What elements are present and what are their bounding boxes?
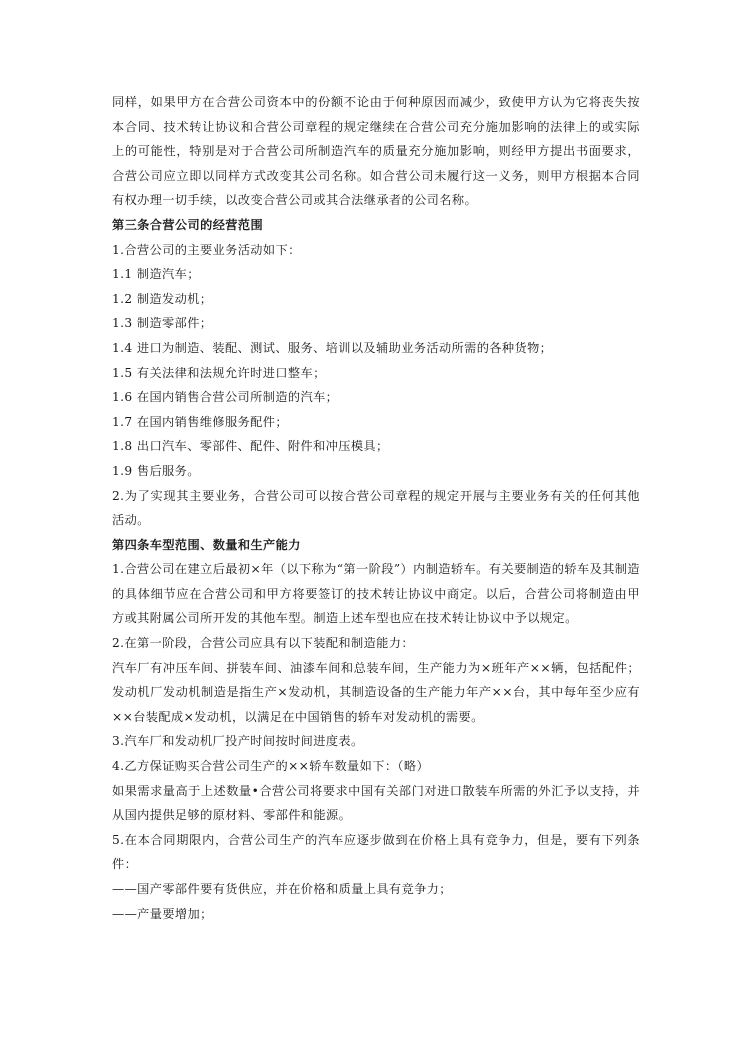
article-4-line: ——产量要增加； — [112, 906, 213, 921]
article-3-line: 2.为了实现其主要业务，合营公司可以按合营公司章程的规定开展与主要业务有关的任何其他活动。 — [112, 488, 640, 528]
article-4-line: 4.乙方保证购买合营公司生产的××轿车数量如下：（略） — [112, 759, 430, 774]
article-3-line: 1.8 出口汽车、零部件、配件、附件和冲压模具； — [112, 439, 389, 454]
article-3-line: 1.5 有关法律和法规允许时进口整车； — [112, 365, 326, 380]
article-3-line: 1.2 制造发动机； — [112, 291, 213, 306]
article-4-line: 3.汽车厂和发动机厂投产时间按时间进度表。 — [112, 734, 364, 749]
article-4-line: 汽车厂有冲压车间、拼装车间、油漆车间和总装车间，生产能力为×班年产××辆，包括配件；发动机厂发动机制造是指生产×发动机，其制造设备的生产能力年产××台，其中每年至少应有××台装配成×发动机，以满足在中国销售的轿车对发动机的需要。 — [112, 660, 640, 724]
article-4-line: 如果需求量高于上述数量•合营公司将要求中国有关部门对进口散装车所需的外汇予以支持，并从国内提供足够的原材料、零部件和能源。 — [112, 783, 640, 823]
article-4-heading: 第四条车型范围、数量和生产能力 — [112, 537, 301, 552]
article-3-line: 1.4 进口为制造、装配、测试、服务、培训以及辅助业务活动所需的各种货物； — [112, 340, 553, 355]
article-3-heading: 第三条合营公司的经营范围 — [112, 217, 264, 232]
article-3-line: 1.7 在国内销售维修服务配件； — [112, 414, 288, 429]
article-3-line: 1.6 在国内销售合营公司所制造的汽车； — [112, 390, 339, 405]
article-3-line: 1.3 制造零部件； — [112, 316, 213, 331]
article-4-line: 2.在第一阶段，合营公司应具有以下装配和制造能力： — [112, 636, 414, 651]
document-body — [112, 90, 640, 926]
article-4-line: 5.在本合同期限内，合营公司生产的汽车应逐步做到在价格上具有竞争力，但是，要有下列条件： — [112, 832, 640, 872]
intro-paragraph: 同样，如果甲方在合营公司资本中的份额不论由于何种原因而减少，致使甲方认为它将丧失按本合同、技术转让协议和合营公司章程的规定继续在合营公司充分施加影响的法律上的或实际上的可能性，特别是对于合营公司所制造汽车的质量充分施加影响，则经甲方提出书面要求，合营公司应立即以同样方式改变其公司名称。如合营公司未履行这一义务，则甲方根据本合同有权办理一切手续，以改变合营公司或其合法继承者的公司名称。 — [112, 95, 640, 208]
article-3-line: 1.1 制造汽车； — [112, 267, 200, 282]
article-3-line: 1.合营公司的主要业务活动如下： — [112, 242, 301, 257]
article-4-line: ——国产零部件要有货供应，并在价格和质量上具有竞争力； — [112, 882, 452, 896]
article-4-line: 1.合营公司在建立后最初×年（以下称为“第一阶段”）内制造轿车。有关要制造的轿车及其制造的具体细节应在合营公司和甲方将要签订的技术转让协议中商定。以后，合营公司将制造由甲方或其附属公司所开发的其他车型。制造上述车型也应在技术转让协议中予以规定。 — [112, 562, 640, 626]
article-3-line: 1.9 售后服务。 — [112, 463, 200, 478]
